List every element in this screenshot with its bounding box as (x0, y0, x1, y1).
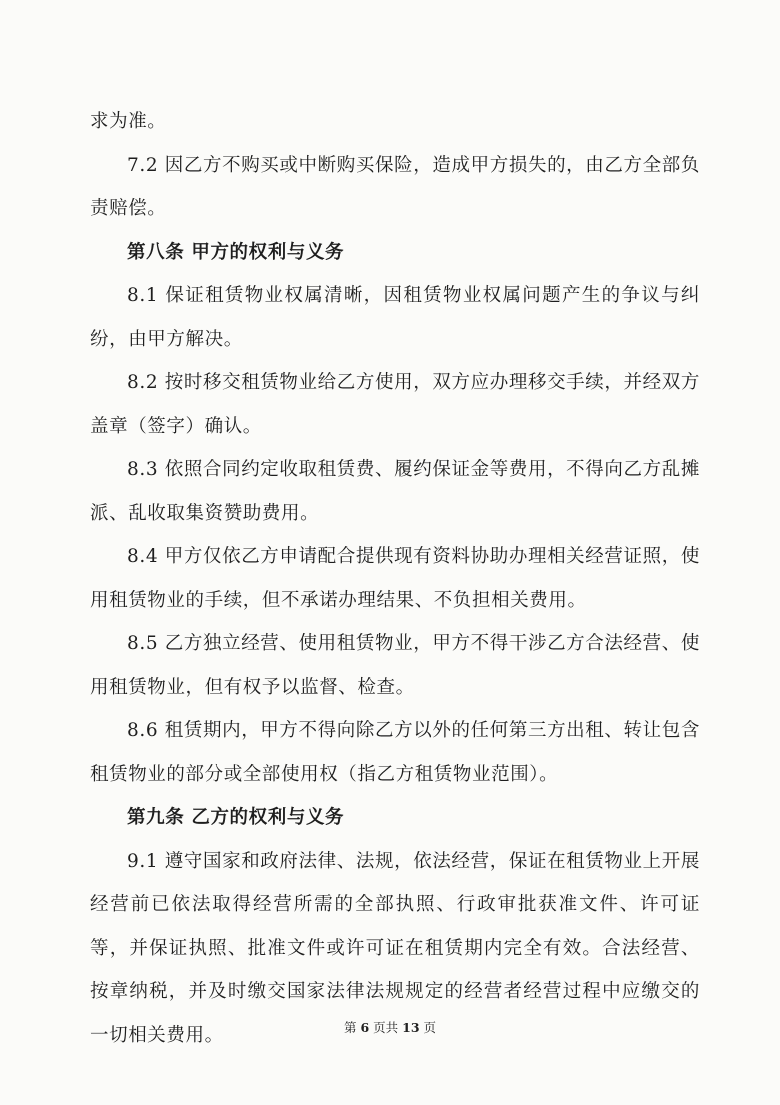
clause-8-3: 8.3 依照合同约定收取租赁费、履约保证金等费用，不得向乙方乱摊派、乱收取集资赞助费用。 (90, 459, 700, 524)
document-body (90, 100, 700, 1057)
footer-total-pages: 13 (402, 1020, 420, 1035)
footer-prefix: 第 (343, 1020, 357, 1035)
clause-9-1: 9.1 遵守国家和政府法律、法规，依法经营，保证在租赁物业上开展经营前已依法取得经营所需的全部执照、行政审批获准文件、许可证等，并保证执照、批准文件或许可证在租赁期内完全有效。合法经营、按章纳税，并及时缴交国家法律法规规定的经营者经营过程中应缴交的一切相关费用。 (90, 850, 700, 1046)
clause-8-6: 8.6 租赁期内，甲方不得向除乙方以外的任何第三方出租、转让包含租赁物业的部分或全部使用权（指乙方租赁物业范围）。 (90, 720, 700, 785)
page-footer (0, 1018, 780, 1036)
footer-current-page: 6 (360, 1020, 370, 1035)
clause-7-2: 7.2 因乙方不购买或中断购买保险，造成甲方损失的，由乙方全部负责赔偿。 (90, 154, 700, 219)
clause-8-1: 8.1 保证租赁物业权属清晰，因租赁物业权属问题产生的争议与纠纷，由甲方解决。 (90, 285, 700, 350)
clause-8-4: 8.4 甲方仅依乙方申请配合提供现有资料协助办理相关经营证照，使用租赁物业的手续，但不承诺办理结果、不负担相关费用。 (90, 546, 700, 611)
paragraph-continuation: 求为准。 (90, 111, 167, 132)
article-9-heading: 第九条 乙方的权利与义务 (127, 807, 345, 828)
footer-middle: 页共 (373, 1020, 399, 1035)
article-8-heading: 第八条 甲方的权利与义务 (127, 241, 345, 263)
footer-suffix: 页 (423, 1020, 437, 1035)
clause-8-5: 8.5 乙方独立经营、使用租赁物业，甲方不得干涉乙方合法经营、使用租赁物业，但有权予以监督、检查。 (90, 633, 700, 698)
clause-8-2: 8.2 按时移交租赁物业给乙方使用，双方应办理移交手续，并经双方盖章（签字）确认。 (90, 372, 700, 437)
